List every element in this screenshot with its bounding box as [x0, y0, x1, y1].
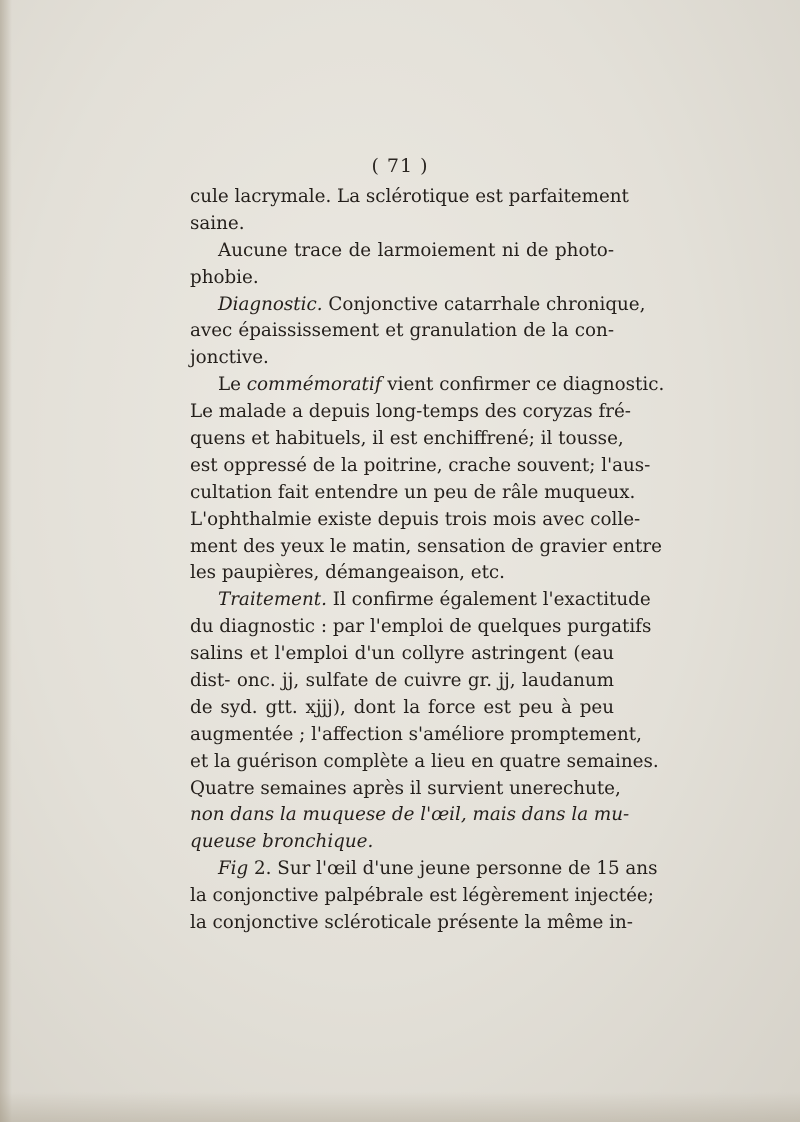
text-line	[190, 372, 665, 399]
page-number: ( 71 )	[371, 155, 429, 177]
text-segment: Aucune trace de larmoiement ni de photo-	[218, 239, 614, 261]
text-line	[190, 560, 614, 587]
text-segment: du diagnostic : par l'emploi de quelques purgatifs	[190, 616, 652, 638]
text-line	[190, 802, 630, 829]
text-segment: cule lacrymale. La sclérotique est parfaitement	[190, 186, 629, 207]
text-segment: vient confirmer ce diagnostic.	[381, 374, 665, 396]
text-segment: est oppressé de la poitrine, crache souvent; l'aus-	[190, 454, 651, 476]
text-segment: la conjonctive scléroticale présente la même in-	[190, 912, 633, 934]
text-segment: L'ophthalmie existe depuis trois mois avec colle-	[190, 508, 641, 530]
text-line	[190, 695, 614, 722]
page-bottom-shadow	[0, 1092, 800, 1122]
text-line	[190, 829, 614, 856]
text-segment: cultation fait entendre un peu de râle muqueux.	[190, 481, 636, 503]
italic-text-segment: Diagnostic.	[218, 293, 323, 315]
text-line	[190, 238, 614, 265]
text-segment: Quatre semaines après il survient unerechute,	[190, 777, 621, 799]
text-line	[190, 587, 651, 614]
text-segment: Le	[218, 374, 247, 396]
text-line	[190, 184, 629, 211]
text-line	[190, 856, 658, 883]
text-line	[190, 345, 614, 372]
text-segment: 2. Sur l'œil d'une jeune personne de 15 ans	[248, 858, 658, 880]
text-segment: jonctive.	[190, 347, 269, 369]
text-segment: augmentée ; l'affection s'améliore promptement,	[190, 723, 642, 745]
text-line	[190, 883, 654, 910]
italic-text-segment: commémoratif	[246, 374, 382, 396]
italic-text-segment: Fig	[218, 858, 249, 880]
text-segment: quens et habituels, il est enchiffrené; il tousse,	[190, 428, 624, 450]
text-line	[190, 776, 621, 803]
body-text	[190, 184, 665, 937]
italic-text-segment: non dans la muquese de l'œil, mais dans la mu-	[190, 804, 630, 826]
text-line	[190, 211, 614, 238]
text-segment: salins et l'emploi d'un collyre astringent (eau	[190, 643, 614, 665]
text-line	[190, 265, 614, 292]
text-segment: ment des yeux le matin, sensation de gravier entre	[190, 535, 662, 557]
text-line	[190, 534, 662, 561]
text-segment: dist- onc. jj, sulfate de cuivre gr. jj, laudanum	[190, 670, 614, 692]
text-line	[190, 426, 624, 453]
italic-text-segment: Traitement.	[218, 589, 327, 611]
text-segment: Il confirme également l'exactitude	[326, 589, 651, 611]
text-line	[190, 292, 646, 319]
text-line	[190, 749, 659, 776]
text-line	[190, 318, 614, 345]
text-segment: de syd. gtt. xjjj), dont la force est peu à peu	[190, 696, 614, 718]
text-line	[190, 722, 642, 749]
text-segment: phobie.	[190, 266, 259, 288]
text-segment: avec épaississement et granulation de la con-	[190, 320, 614, 342]
text-line	[190, 507, 641, 534]
italic-text-segment: queuse bronchique.	[190, 831, 374, 853]
text-line	[190, 480, 636, 507]
text-segment: saine.	[190, 212, 245, 234]
text-segment: Le malade a depuis long-temps des coryzas fré-	[190, 401, 631, 423]
text-segment: et la guérison complète a lieu en quatre semaines.	[190, 750, 659, 772]
text-line	[190, 641, 614, 668]
text-line	[190, 399, 631, 426]
text-segment: la conjonctive palpébrale est légèrement injectée;	[190, 885, 654, 907]
text-line	[190, 910, 633, 937]
text-line	[190, 668, 614, 695]
text-line	[190, 453, 651, 480]
text-line	[190, 614, 652, 641]
text-segment: Conjonctive catarrhale chronique,	[322, 293, 646, 315]
text-segment: les paupières, démangeaison, etc.	[190, 562, 505, 584]
